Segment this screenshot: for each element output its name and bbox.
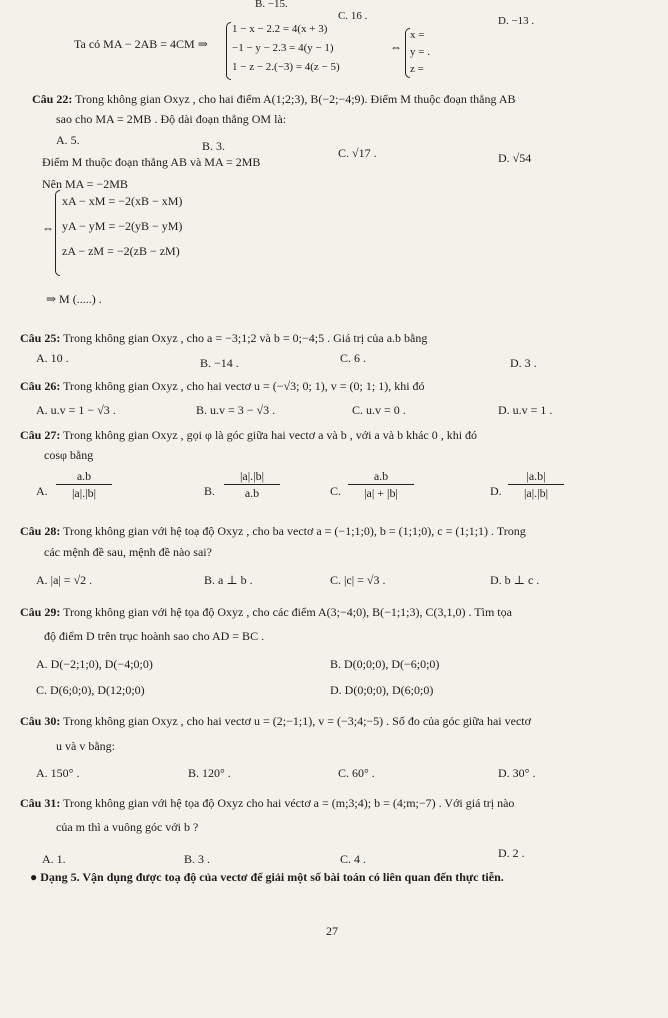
q31-option-c: C. 4 . [340,852,367,866]
q25-label: Câu 25: [20,331,61,345]
q27-d-numerator: |a.b| [526,469,546,483]
q27-option-c-fraction [346,469,416,500]
q22-option-c: C. √17 . [338,146,377,160]
q31-option-b: B. 3 . [184,852,211,866]
q22-option-d: D. √54 [498,151,532,165]
ta-co-expression: Ta có MA − 2AB = 4CM ⇒ [74,37,208,51]
q31-option-a: A. 1. [42,852,66,866]
system2-z: z = [410,63,424,75]
system2-x: x = [410,29,425,41]
q27-option-a-prefix: A. [36,484,48,498]
q26-option-b: B. u.v = 3 − √3 . [196,403,276,417]
q30-option-b: B. 120° . [188,766,231,780]
q22-option-b: B. 3. [202,139,226,153]
q22-equiv: ⇔ [42,221,54,235]
q31-label: Câu 31: [20,796,61,810]
q27-text2: cosφ bằng [44,448,94,462]
q30-line1 [20,714,531,728]
q29-option-d: D. D(0;0;0), D(6;0;0) [330,683,434,697]
q26-option-d: D. u.v = 1 . [498,403,553,417]
q25-option-a: A. 10 . [36,351,69,365]
page-number: 27 [326,924,338,938]
q27-a-denominator: |a|.|b| [72,486,96,500]
q27-option-d-prefix: D. [490,484,502,498]
q26-option-c: C. u.v = 0 . [352,403,406,417]
system2-y: y = . [410,46,430,58]
q29-option-b: B. D(0;0;0), D(−6;0;0) [330,657,440,671]
top-option-d: D. −13 . [498,15,535,27]
top-option-c: C. 16 . [338,10,368,22]
q22-option-a: A. 5. [56,133,80,147]
q22-sys-eq3: zA − zM = −2(zB − zM) [62,244,180,258]
q22-hint2: Nên MA = −2MB [42,177,128,191]
q25-option-d: D. 3 . [510,356,537,370]
q22-sys-eq2: yA − yM = −2(yB − yM) [62,219,183,233]
q28-text1: Trong không gian với hệ toạ độ Oxyz , cho ba vectơ a = (−1;1;0), b = (1;1;0), c = (1;1;1) . Trong [60,524,526,538]
q29-line1 [20,605,512,619]
q27-option-d-fraction [506,469,566,500]
fraction-bar [56,484,112,485]
q22-line1 [32,92,516,106]
q22-label: Câu 22: [32,92,73,106]
equiv-symbol: ⇔ [390,40,402,54]
q29-label: Câu 29: [20,605,61,619]
q22-result: ⇒ M (.....) . [46,292,102,306]
q29-text2: độ điểm D trên trục hoành sao cho AD = BC . [44,629,265,643]
q27-b-denominator: a.b [244,486,260,500]
q22-system-brace [55,190,60,276]
q28-option-c: C. |c| = √3 . [330,573,386,587]
system1-eq2: −1 − y − 2.3 = 4(y − 1) [232,42,334,54]
q30-text1: Trong không gian Oxyz , cho hai vectơ u = (2;−1;1), v = (−3;4;−5) . Số đo của góc giữa hai vectơ [60,714,531,728]
q30-text2: u và v bằng: [56,739,115,753]
q27-d-denominator: |a|.|b| [524,486,548,500]
q26-label: Câu 26: [20,379,61,393]
top-option-b: B. −15. [255,0,288,10]
q27-option-b-fraction [222,469,282,500]
q25-option-c: C. 6 . [340,351,367,365]
q31-option-d: D. 2 . [498,846,525,860]
q27-option-a-fraction [54,469,114,500]
q30-option-c: C. 60° . [338,766,375,780]
q27-b-numerator: |a|.|b| [240,469,264,483]
q27-c-numerator: a.b [373,469,389,483]
q25-text: Trong không gian Oxyz , cho a = −3;1;2 và b = 0;−4;5 . Giá trị của a.b bằng [60,331,428,345]
fraction-bar [348,484,414,485]
section-heading [30,870,504,884]
q28-option-b: B. a ⊥ b . [204,573,253,587]
system-brace [226,22,231,80]
q28-line1 [20,524,526,538]
q22-text2: sao cho MA = 2MB . Độ dài đoạn thẳng OM là: [56,112,287,126]
q30-label: Câu 30: [20,714,61,728]
q27-a-numerator: a.b [76,469,92,483]
q27-option-c-prefix: C. [330,484,342,498]
q31-line1 [20,796,514,810]
system1-eq3: 1 − z − 2.(−3) = 4(z − 5) [232,61,340,73]
q25-option-b: B. −14 . [200,356,239,370]
q26-text: Trong không gian Oxyz , cho hai vectơ u = (−√3; 0; 1), v = (0; 1; 1), khi đó [60,379,425,393]
q27-text1: Trong không gian Oxyz , gọi φ là góc giữa hai vectơ a và b , với a và b khác 0 , khi đó [60,428,478,442]
q26-question [20,379,425,393]
bullet-icon: ● [30,870,38,884]
q28-label: Câu 28: [20,524,61,538]
q27-label: Câu 27: [20,428,61,442]
fraction-bar [224,484,280,485]
q27-line1 [20,428,477,442]
q22-text1: Trong không gian Oxyz , cho hai điểm A(1;2;3), B(−2;−4;9). Điểm M thuộc đoạn thẳng AB [72,92,516,106]
q26-option-a: A. u.v = 1 − √3 . [36,403,116,417]
fraction-bar [508,484,564,485]
q22-hint1: Điểm M thuộc đoạn thẳng AB và MA = 2MB [42,155,261,169]
q28-option-a: A. |a| = √2 . [36,573,93,587]
q25-question [20,331,427,345]
system1-eq1: 1 − x − 2.2 = 4(x + 3) [232,23,328,35]
q27-c-denominator: |a| + |b| [364,486,398,500]
q30-option-a: A. 150° . [36,766,80,780]
q29-option-a: A. D(−2;1;0), D(−4;0;0) [36,657,153,671]
q28-text2: các mệnh đề sau, mệnh đề nào sai? [44,545,212,559]
q31-text2: của m thì a vuông góc với b ? [56,820,199,834]
q29-text1: Trong không gian với hệ tọa độ Oxyz , cho các điểm A(3;−4;0), B(−1;1;3), C(3,1,0) . Tìm tọa [60,605,512,619]
q30-option-d: D. 30° . [498,766,536,780]
q22-sys-eq1: xA − xM = −2(xB − xM) [62,194,183,208]
q29-option-c: C. D(6;0;0), D(12;0;0) [36,683,145,697]
section-title: Dạng 5. Vận dụng được toạ độ của vectơ để giải một số bài toán có liên quan đến thực tiễn. [40,870,504,884]
q28-option-d: D. b ⊥ c . [490,573,540,587]
q27-option-b-prefix: B. [204,484,216,498]
q31-text1: Trong không gian với hệ tọa độ Oxyz cho hai véctơ a = (m;3;4); b = (4;m;−7) . Với giá trị nào [60,796,515,810]
